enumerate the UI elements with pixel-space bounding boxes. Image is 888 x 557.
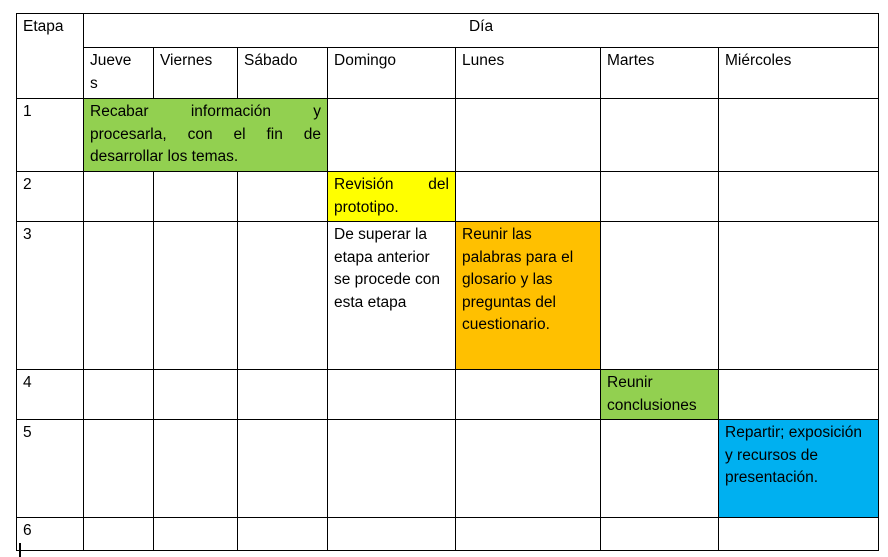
empty-cell	[601, 420, 719, 518]
empty-cell	[601, 518, 719, 551]
empty-cell	[84, 172, 154, 222]
note-cell-stage3: De superar la etapa anterior se procede con esta etapa	[328, 222, 456, 370]
empty-cell	[238, 370, 328, 420]
stage-number-cell: 1	[17, 99, 84, 172]
empty-cell	[84, 222, 154, 370]
empty-cell	[719, 99, 879, 172]
empty-cell	[154, 172, 238, 222]
empty-cell	[154, 420, 238, 518]
empty-cell	[328, 370, 456, 420]
empty-cell	[328, 420, 456, 518]
empty-cell	[456, 99, 601, 172]
empty-cell	[328, 518, 456, 551]
empty-cell	[154, 518, 238, 551]
task-cell-stage2: Revisión del prototipo.	[328, 172, 456, 222]
day-header-miercoles: Miércoles	[719, 48, 879, 99]
empty-cell	[456, 420, 601, 518]
table-continuation-border	[19, 543, 21, 557]
stage-number-cell: 4	[17, 370, 84, 420]
task-cell-stage3: Reunir las palabras para el glosario y las preguntas del cuestionario.	[456, 222, 601, 370]
etapa-header-cell: Etapa	[17, 14, 84, 99]
task-cell-stage1: Recabar información y procesarla, con el fin de desarrollar los temas.	[84, 99, 328, 172]
stage-number-cell: 2	[17, 172, 84, 222]
empty-cell	[719, 370, 879, 420]
empty-cell	[719, 518, 879, 551]
day-header-viernes: Viernes	[154, 48, 238, 99]
task-cell-stage4: Reunir conclusiones	[601, 370, 719, 420]
task-cell-stage5: Repartir; exposición y recursos de presentación.	[719, 420, 879, 518]
empty-cell	[601, 172, 719, 222]
empty-cell	[238, 420, 328, 518]
empty-cell	[719, 222, 879, 370]
day-header-martes: Martes	[601, 48, 719, 99]
day-header-jueves-label: Jueves	[90, 52, 132, 92]
empty-cell	[456, 172, 601, 222]
stage-number-cell: 6	[17, 518, 84, 551]
empty-cell	[601, 99, 719, 172]
empty-cell	[154, 222, 238, 370]
empty-cell	[238, 518, 328, 551]
empty-cell	[84, 420, 154, 518]
empty-cell	[154, 370, 238, 420]
empty-cell	[84, 518, 154, 551]
empty-cell	[456, 370, 601, 420]
empty-cell	[238, 222, 328, 370]
empty-cell	[456, 518, 601, 551]
empty-cell	[719, 172, 879, 222]
dia-header-cell: Día	[84, 14, 879, 48]
day-header-jueves	[84, 48, 154, 99]
day-header-sabado: Sábado	[238, 48, 328, 99]
empty-cell	[238, 172, 328, 222]
stage-number-cell: 3	[17, 222, 84, 370]
empty-cell	[601, 222, 719, 370]
schedule-table	[16, 13, 879, 551]
stage-number-cell: 5	[17, 420, 84, 518]
empty-cell	[84, 370, 154, 420]
empty-cell	[328, 99, 456, 172]
day-header-lunes: Lunes	[456, 48, 601, 99]
day-header-domingo: Domingo	[328, 48, 456, 99]
